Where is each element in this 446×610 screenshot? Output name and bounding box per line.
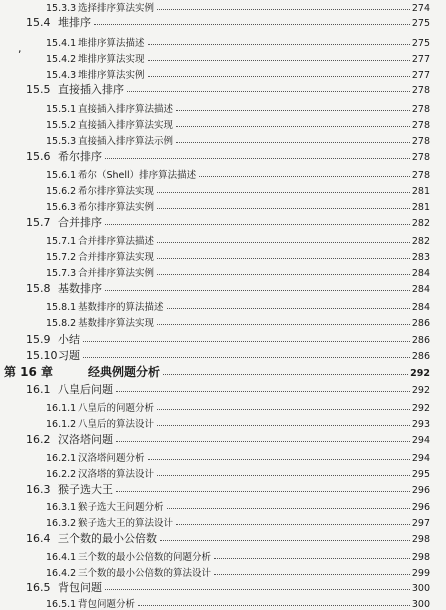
- toc-entry-page: 278: [411, 151, 430, 163]
- toc-entry-number: 16.2.2: [46, 468, 77, 480]
- toc-entry[interactable]: [46, 113, 430, 130]
- toc-entry-title: 合并排序算法实例: [78, 267, 155, 279]
- toc-entry[interactable]: [46, 511, 430, 528]
- toc-entry[interactable]: [46, 245, 430, 262]
- toc-entry-number: 15.7: [26, 216, 51, 229]
- toc-entry-number: 15.8.1: [46, 301, 77, 313]
- dot-leader: [157, 192, 410, 193]
- dot-leader: [105, 290, 410, 291]
- toc-entry[interactable]: [46, 396, 430, 413]
- toc-entry-page: 274: [411, 2, 430, 14]
- dot-leader: [157, 208, 410, 209]
- toc-entry-page: 275: [411, 17, 430, 29]
- toc-entry-page: 275: [411, 37, 430, 49]
- toc-entry-title: 堆排序算法实例: [78, 69, 145, 81]
- dot-leader: [167, 308, 410, 309]
- toc-entry-number: 15.6.3: [46, 201, 77, 213]
- toc-entry[interactable]: [26, 78, 430, 95]
- toc-entry-number: 15.4: [26, 16, 51, 29]
- dot-leader: [105, 224, 410, 225]
- toc-entry[interactable]: [26, 211, 430, 228]
- toc-entry[interactable]: [46, 179, 430, 196]
- dot-leader: [116, 391, 410, 392]
- toc-entry[interactable]: [26, 344, 430, 361]
- dot-leader: [157, 475, 410, 476]
- toc-entry-page: 282: [411, 235, 430, 247]
- dot-leader: [176, 524, 410, 525]
- toc-entry[interactable]: [46, 592, 430, 609]
- toc-entry-title: 直接插入排序算法描述: [78, 103, 174, 115]
- dot-leader: [157, 274, 410, 275]
- toc-entry-number: 16.3: [26, 483, 51, 496]
- toc-entry[interactable]: [26, 527, 430, 544]
- dot-leader: [160, 540, 410, 541]
- toc-entry-title: 希尔排序: [58, 150, 102, 163]
- toc-entry-number: 15.5.2: [46, 119, 77, 131]
- toc-entry-title: 直接插入排序: [58, 83, 124, 96]
- toc-entry-page: 299: [411, 567, 430, 579]
- toc-entry-title: 合并排序算法实现: [78, 251, 155, 263]
- toc-entry-page: 293: [411, 418, 430, 430]
- toc-entry-number: 16.2: [26, 433, 51, 446]
- toc-entry-number: 15.9: [26, 333, 51, 346]
- toc-entry[interactable]: [26, 145, 430, 162]
- toc-entry-title: 汉洛塔问题: [58, 433, 113, 446]
- toc-entry-title: 基数排序的算法描述: [78, 301, 164, 313]
- toc-entry-title: 直接插入排序算法示例: [78, 135, 174, 147]
- toc-entry-title: 背包问题: [58, 581, 102, 594]
- toc-entry[interactable]: [46, 311, 430, 328]
- toc-entry-title: 希尔排序算法实现: [78, 185, 155, 197]
- toc-entry-page: 281: [411, 201, 430, 213]
- toc-entry-number: 15.7.2: [46, 251, 77, 263]
- toc-entry[interactable]: [26, 378, 430, 395]
- toc-entry-page: 298: [411, 533, 430, 545]
- toc-entry-page: 282: [411, 217, 430, 229]
- dot-leader: [167, 508, 410, 509]
- dot-leader: [157, 409, 410, 410]
- toc-entry-number: 15.10: [26, 349, 58, 362]
- toc-entry-title: 背包问题分析: [78, 598, 136, 610]
- toc-entry[interactable]: [46, 545, 430, 562]
- dot-leader: [116, 491, 410, 492]
- dot-leader: [148, 76, 410, 77]
- toc-entry[interactable]: [46, 47, 430, 64]
- toc-entry-number: 16.4.2: [46, 567, 77, 579]
- toc-entry-number: 15.6: [26, 150, 51, 163]
- toc-entry-title: 八皇后的问题分析: [78, 402, 155, 414]
- toc-entry[interactable]: [26, 478, 430, 495]
- dot-leader: [138, 605, 410, 606]
- toc-entry-number: 16.4.1: [46, 551, 77, 563]
- toc-entry-page: 286: [411, 350, 430, 362]
- toc-entry-title: 汉洛塔的算法设计: [78, 468, 155, 480]
- dot-leader: [105, 589, 410, 590]
- toc-entry-title: 三个数的最小公倍数的问题分析: [78, 551, 212, 563]
- toc-entry-page: 277: [411, 53, 430, 65]
- dot-leader: [214, 558, 410, 559]
- stray-comma-mark: ,: [18, 42, 22, 55]
- toc-entry-number: 15.5: [26, 83, 51, 96]
- toc-entry-title: 堆排序算法实现: [78, 53, 145, 65]
- dot-leader: [105, 158, 410, 159]
- toc-entry-title: 小结: [58, 333, 80, 346]
- dot-leader: [176, 126, 410, 127]
- toc-entry[interactable]: [46, 495, 430, 512]
- dot-leader: [176, 142, 410, 143]
- dot-leader: [116, 441, 410, 442]
- toc-entry[interactable]: [4, 361, 430, 378]
- toc-entry-number: 第 16 章: [4, 365, 54, 379]
- toc-entry-title: 八皇后问题: [58, 383, 113, 396]
- dot-leader: [176, 110, 410, 111]
- toc-entry-number: 16.4: [26, 532, 51, 545]
- toc-entry-title: 猴子选大王: [58, 483, 113, 496]
- toc-entry[interactable]: [46, 412, 430, 429]
- toc-entry-title: 希尔（Shell）排序算法描述: [78, 169, 197, 181]
- toc-entry-page: 297: [411, 517, 430, 529]
- toc-entry-page: 278: [411, 84, 430, 96]
- toc-entry-page: 296: [411, 484, 430, 496]
- toc-entry[interactable]: [46, 261, 430, 278]
- toc-entry-number: 15.5.1: [46, 103, 77, 115]
- toc-entry-page: 284: [411, 301, 430, 313]
- toc-entry-number: 15.6.2: [46, 185, 77, 197]
- toc-entry[interactable]: [26, 328, 430, 345]
- toc-entry-page: 278: [411, 119, 430, 131]
- toc-entry-number: 15.7.1: [46, 235, 77, 247]
- toc-entry-number: 16.2.1: [46, 452, 77, 464]
- toc-entry[interactable]: [46, 97, 430, 114]
- toc-entry-page: 298: [411, 551, 430, 563]
- dot-leader: [148, 44, 410, 45]
- toc-entry-number: 15.5.3: [46, 135, 77, 147]
- dot-leader: [148, 60, 410, 61]
- toc-entry-number: 15.3.3: [46, 2, 77, 14]
- toc-entry-page: 296: [411, 501, 430, 513]
- toc-entry-title: 八皇后的算法设计: [78, 418, 155, 430]
- toc-entry[interactable]: [26, 576, 430, 593]
- toc-entry-number: 16.1.1: [46, 402, 77, 414]
- toc-entry-title: 猴子选大王的算法设计: [78, 517, 174, 529]
- toc-entry-page: 292: [411, 384, 430, 396]
- dot-leader: [83, 341, 410, 342]
- toc-entry-number: 15.4.1: [46, 37, 77, 49]
- toc-entry-number: 16.5.1: [46, 598, 77, 610]
- toc-entry-title: 选择排序算法实例: [78, 2, 155, 14]
- toc-entry-title: 直接插入排序算法实现: [78, 119, 174, 131]
- toc-entry-number: 15.4.2: [46, 53, 77, 65]
- toc-entry-title: 希尔排序算法实例: [78, 201, 155, 213]
- toc-entry-title: 汉洛塔问题分析: [78, 452, 145, 464]
- toc-entry-title: 合并排序: [58, 216, 102, 229]
- toc-entry-title: 三个数的最小公倍数的算法设计: [78, 567, 212, 579]
- dot-leader: [163, 374, 408, 375]
- toc-entry[interactable]: [26, 11, 430, 28]
- toc-entry-page: 283: [411, 251, 430, 263]
- dot-leader: [148, 459, 410, 460]
- toc-entry-title: 基数排序: [58, 282, 102, 295]
- toc-entry-page: 294: [411, 452, 430, 464]
- dot-leader: [157, 425, 410, 426]
- dot-leader: [157, 9, 410, 10]
- toc-entry-page: 277: [411, 69, 430, 81]
- toc-entry[interactable]: [46, 295, 430, 312]
- toc-entry-title: 三个数的最小公倍数: [58, 532, 157, 545]
- toc-entry-page: 294: [411, 434, 430, 446]
- dot-leader: [157, 324, 410, 325]
- toc-entry[interactable]: [46, 129, 430, 146]
- dot-leader: [157, 258, 410, 259]
- toc-entry[interactable]: [46, 446, 430, 463]
- toc-entry-page: 284: [411, 283, 430, 295]
- toc-entry-number: 16.3.2: [46, 517, 77, 529]
- toc-entry-title: 经典例题分析: [88, 365, 161, 379]
- toc-entry-number: 15.4.3: [46, 69, 77, 81]
- toc-entry-number: 15.8.2: [46, 317, 77, 329]
- toc-entry-page: 278: [411, 103, 430, 115]
- toc-entry-number: 15.8: [26, 282, 51, 295]
- toc-entry-page: 286: [411, 334, 430, 346]
- toc-entry[interactable]: [46, 163, 430, 180]
- toc-entry-page: 286: [411, 317, 430, 329]
- toc-entry-page: 284: [411, 267, 430, 279]
- toc-entry-page: 300: [411, 582, 430, 594]
- toc-entry-title: 合并排序算法描述: [78, 235, 155, 247]
- toc-entry-number: 16.5: [26, 581, 51, 594]
- dot-leader: [127, 91, 410, 92]
- toc-entry[interactable]: [26, 428, 430, 445]
- toc-entry-page: 281: [411, 185, 430, 197]
- dot-leader: [199, 176, 410, 177]
- toc-entry[interactable]: [46, 31, 430, 48]
- toc-entry-page: 292: [411, 402, 430, 414]
- toc-entry-title: 堆排序: [58, 16, 91, 29]
- toc-entry[interactable]: [46, 195, 430, 212]
- toc-entry-title: 猴子选大王问题分析: [78, 501, 164, 513]
- toc-entry-title: 习题: [58, 349, 80, 362]
- toc-entry-page: 278: [411, 169, 430, 181]
- toc-entry-number: 15.6.1: [46, 169, 77, 181]
- toc-entry-page: 295: [411, 468, 430, 480]
- toc-entry-number: 16.1.2: [46, 418, 77, 430]
- dot-leader: [214, 574, 410, 575]
- toc-entry[interactable]: [46, 462, 430, 479]
- toc-entry-number: 16.3.1: [46, 501, 77, 513]
- dot-leader: [94, 24, 410, 25]
- toc-entry[interactable]: [26, 277, 430, 294]
- toc-entry-page: 300: [411, 598, 430, 610]
- toc-entry-title: 基数排序算法实现: [78, 317, 155, 329]
- toc-entry-number: 16.1: [26, 383, 51, 396]
- toc-entry[interactable]: [46, 229, 430, 246]
- toc-entry-page: 278: [411, 135, 430, 147]
- toc-entry-page: 292: [410, 367, 430, 379]
- toc-entry-title: 堆排序算法描述: [78, 37, 145, 49]
- dot-leader: [157, 242, 410, 243]
- toc-entry-number: 15.7.3: [46, 267, 77, 279]
- dot-leader: [83, 357, 410, 358]
